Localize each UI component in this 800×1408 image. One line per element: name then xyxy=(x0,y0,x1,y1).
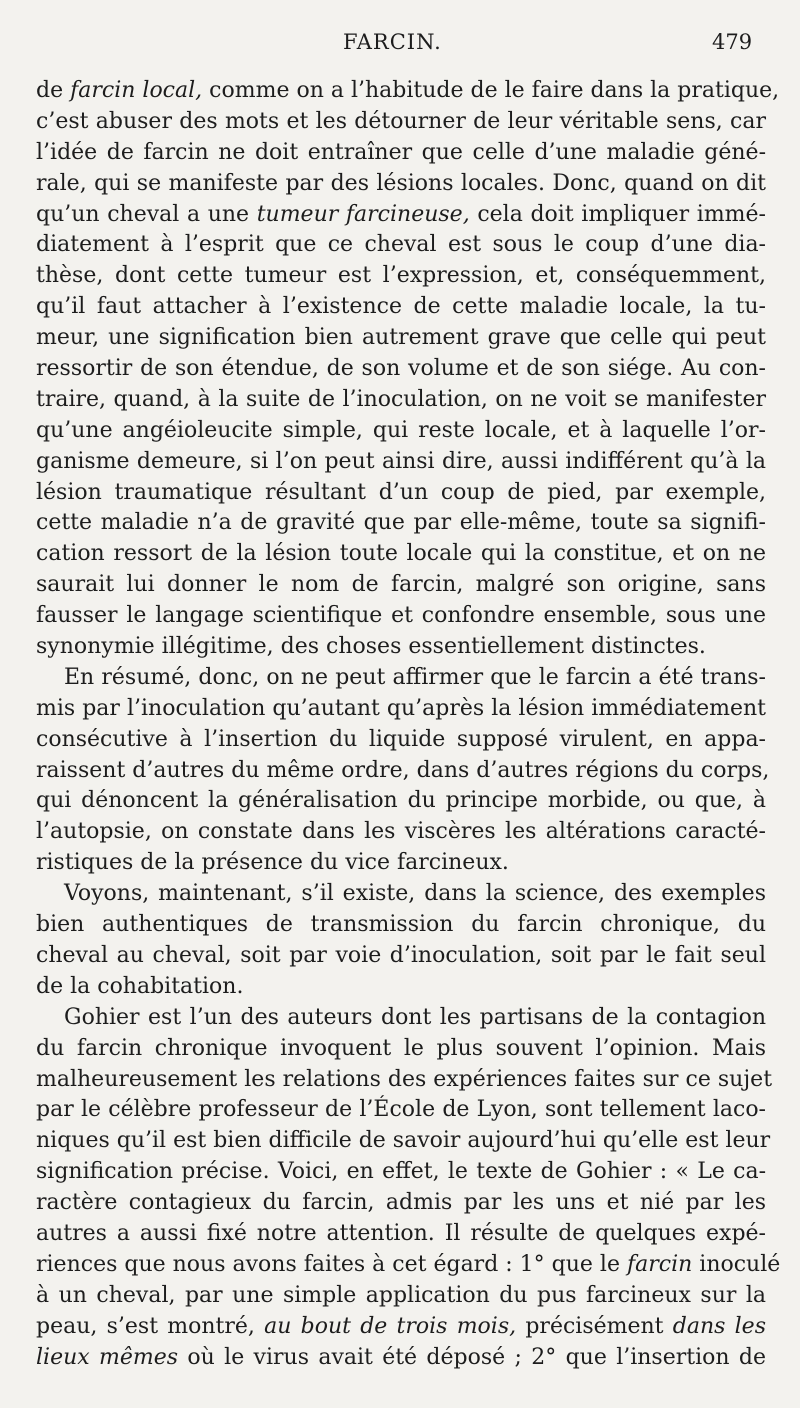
text-line xyxy=(36,478,766,509)
text-line xyxy=(36,1312,766,1343)
text-run: ganisme demeure, si l’on peut ainsi dire, aussi indifférent qu’à la xyxy=(36,448,766,474)
text-line xyxy=(36,848,766,879)
text-line xyxy=(36,570,766,601)
text-run: c’est abuser des mots et les détourner de leur véritable sens, car xyxy=(36,108,766,134)
text-line xyxy=(36,786,766,817)
text-line xyxy=(36,1034,766,1065)
text-line xyxy=(36,292,766,323)
running-head xyxy=(0,30,800,60)
text-run: du farcin chronique invoquent le plus souvent l’opinion. Mais xyxy=(36,1035,766,1061)
text-run: précisément xyxy=(516,1313,673,1339)
text-line xyxy=(36,663,766,694)
text-line xyxy=(36,1095,766,1126)
text-line xyxy=(36,447,766,478)
text-run: meur, une signification bien autrement grave que celle qui peut xyxy=(36,325,766,351)
text-line xyxy=(36,1157,766,1188)
text-run: ristiques de la présence du vice farcineux. xyxy=(36,850,509,876)
italic-run: tumeur farcineuse, xyxy=(256,201,470,227)
text-run: cheval au cheval, soit par voie d’inoculation, soit par le fait seul xyxy=(36,942,766,968)
text-run: thèse, dont cette tumeur est l’expression, et, conséquemment, xyxy=(36,263,766,289)
italic-run: lieux mêmes xyxy=(36,1344,179,1370)
text-line xyxy=(36,694,766,725)
text-run: inoculé xyxy=(692,1251,781,1277)
text-run: Gohier est l’un des auteurs dont les partisans de la contagion xyxy=(64,1004,766,1030)
text-line xyxy=(36,1281,766,1312)
text-run: riences que nous avons faites à cet égard : 1° que le xyxy=(36,1251,627,1277)
text-line xyxy=(36,107,766,138)
italic-run: dans les xyxy=(672,1313,766,1339)
text-run: qu’un cheval a une xyxy=(36,201,257,227)
text-line xyxy=(36,138,766,169)
text-run: à un cheval, par une simple application du pus farcineux sur la xyxy=(36,1282,766,1308)
text-run: Voyons, maintenant, s’il existe, dans la science, des exemples xyxy=(64,881,766,907)
text-run: En résumé, donc, on ne peut affirmer que le farcin a été trans- xyxy=(64,664,766,690)
text-run: niques qu’il est bien difficile de savoir aujourd’hui qu’elle est leur xyxy=(36,1128,771,1154)
text-line xyxy=(36,416,766,447)
text-line xyxy=(36,941,766,972)
text-line xyxy=(36,817,766,848)
text-line xyxy=(36,725,766,756)
text-line xyxy=(36,169,766,200)
text-line xyxy=(36,508,766,539)
text-run: par le célèbre professeur de l’École de Lyon, sont tellement laco- xyxy=(36,1097,766,1123)
chapter-title: FARCIN. xyxy=(343,30,442,54)
text-run: peau, s’est montré, xyxy=(36,1313,265,1339)
text-line xyxy=(36,756,770,787)
text-run: consécutive à l’insertion du liquide supposé virulent, en appa- xyxy=(36,726,766,752)
text-line xyxy=(36,1126,771,1157)
text-line xyxy=(36,1065,773,1096)
text-run: ractère contagieux du farcin, admis par les uns et nié par les xyxy=(36,1190,766,1216)
text-run: autres a aussi fixé notre attention. Il résulte de quelques expé- xyxy=(36,1220,766,1246)
text-run: comme on a l’habitude de le faire dans la pratique, xyxy=(202,78,780,103)
italic-run: farcin local, xyxy=(70,78,203,103)
text-line xyxy=(36,385,766,416)
text-line xyxy=(36,972,766,1003)
text-run: l’autopsie, on constate dans les viscères les altérations caracté- xyxy=(36,819,766,845)
text-line xyxy=(36,879,766,910)
text-run: synonymie illégitime, des choses essentiellement distinctes. xyxy=(36,634,706,660)
text-run: cette maladie n’a de gravité que par elle-même, toute sa signifi- xyxy=(36,510,766,536)
text-run: malheureusement les relations des expériences faites sur ce sujet xyxy=(36,1066,773,1092)
text-run: cela doit impliquer immé- xyxy=(469,201,766,227)
text-run: fausser le langage scientifique et confondre ensemble, sous une xyxy=(36,603,766,629)
text-line xyxy=(36,910,766,941)
text-run: rale, qui se manifeste par des lésions locales. Donc, quand on dit xyxy=(36,170,766,196)
text-run: ressortir de son étendue, de son volume et de son siége. Au con- xyxy=(36,356,766,382)
page-number: 479 xyxy=(712,30,753,54)
text-run: raissent d’autres du même ordre, dans d’autres régions du corps, xyxy=(36,757,770,783)
text-run: l’idée de farcin ne doit entraîner que celle d’une maladie géné- xyxy=(36,139,766,165)
text-run: qui dénoncent la généralisation du principe morbide, ou que, à xyxy=(36,788,766,814)
text-run: saurait lui donner le nom de farcin, malgré son origine, sans xyxy=(36,572,766,598)
text-line xyxy=(36,1188,766,1219)
body-text xyxy=(36,76,781,1373)
text-line xyxy=(36,200,766,231)
text-line xyxy=(36,632,766,663)
text-line xyxy=(36,261,766,292)
text-line xyxy=(36,354,766,385)
italic-run: farcin xyxy=(626,1251,693,1277)
text-run: signification précise. Voici, en effet, le texte de Gohier : « Le ca- xyxy=(36,1159,766,1185)
text-run: qu’il faut attacher à l’existence de cette maladie locale, la tu- xyxy=(36,294,766,320)
text-line xyxy=(36,1250,781,1281)
text-line xyxy=(36,1343,766,1374)
text-run: où le virus avait été déposé ; 2° que l’insertion de xyxy=(178,1344,766,1370)
text-line xyxy=(36,539,766,570)
text-run: de la cohabitation. xyxy=(36,973,244,999)
text-run: lésion traumatique résultant d’un coup de pied, par exemple, xyxy=(36,479,766,505)
text-run: bien authentiques de transmission du farcin chronique, du xyxy=(36,912,766,938)
text-run: traire, quand, à la suite de l’inoculation, on ne voit se manifester xyxy=(36,386,766,412)
text-line xyxy=(36,1219,766,1250)
text-line xyxy=(36,1003,766,1034)
text-run: diatement à l’esprit que ce cheval est sous le coup d’une dia- xyxy=(36,232,766,258)
text-line xyxy=(36,601,766,632)
text-run: qu’une angéioleucite simple, qui reste locale, et à laquelle l’or- xyxy=(36,417,766,443)
italic-run: au bout de trois mois, xyxy=(264,1313,517,1339)
text-run: de xyxy=(36,78,71,103)
text-line xyxy=(36,76,780,107)
text-run: cation ressort de la lésion toute locale qui la constitue, et on ne xyxy=(36,541,766,567)
text-run: mis par l’inoculation qu’autant qu’après la lésion immédiatement xyxy=(36,695,766,721)
text-line xyxy=(36,230,766,261)
text-line xyxy=(36,323,766,354)
